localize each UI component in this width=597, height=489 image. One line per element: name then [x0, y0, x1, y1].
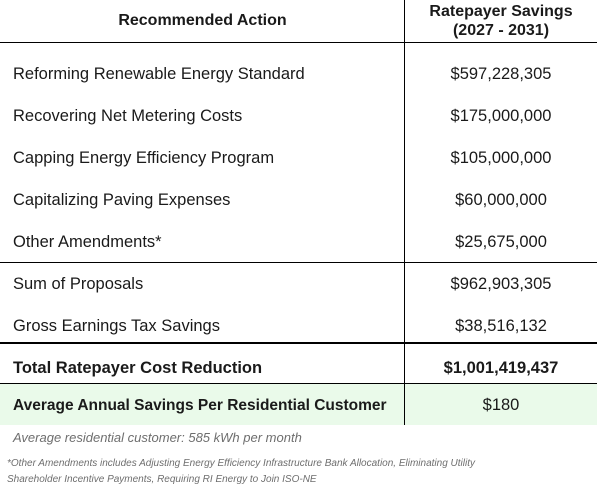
header-recommended-action: Recommended Action — [118, 12, 287, 29]
row-action: Recovering Net Metering Costs — [13, 107, 243, 125]
row-savings: $175,000,000 — [450, 107, 552, 125]
subtotal-row — [0, 305, 597, 347]
average-customer-note: Average residential customer: 585 kWh per month — [13, 430, 302, 445]
column-divider — [404, 0, 405, 425]
row-action: Capping Energy Efficiency Program — [13, 149, 275, 167]
subtotal-action: Gross Earnings Tax Savings — [13, 317, 220, 335]
row-action: Reforming Renewable Energy Standard — [13, 65, 305, 83]
total-action: Total Ratepayer Cost Reduction — [13, 359, 263, 377]
subtotal-savings: $38,516,132 — [455, 317, 547, 335]
subtotal-divider — [0, 262, 597, 263]
row-action: Capitalizing Paving Expenses — [13, 191, 231, 209]
header-ratepayer-savings — [405, 2, 597, 40]
header-divider — [0, 42, 597, 43]
footnote: *Other Amendments includes Adjusting Energy Efficiency Infrastructure Bank Allocation, Eliminating Utility Shareholder Incentive Payments, Requiring RI Energy to Join ISO-NE — [7, 458, 475, 485]
total-divider-bottom — [0, 383, 597, 384]
row-savings: $597,228,305 — [450, 65, 552, 83]
header-savings-line2: (2027 - 2031) — [452, 22, 550, 39]
subtotal-row — [0, 263, 597, 305]
row-savings: $60,000,000 — [455, 191, 547, 209]
row-action: Other Amendments* — [13, 233, 162, 251]
table-row — [0, 179, 597, 221]
average-action: Average Annual Savings Per Residential Customer — [13, 397, 387, 414]
total-savings: $1,001,419,437 — [443, 359, 559, 377]
average-savings: $180 — [482, 396, 520, 414]
subtotal-action: Sum of Proposals — [13, 275, 144, 293]
average-row — [0, 383, 597, 425]
total-divider-top — [0, 342, 597, 344]
table-row — [0, 137, 597, 179]
table-header — [0, 0, 597, 42]
subtotal-savings: $962,903,305 — [450, 275, 552, 293]
row-savings: $25,675,000 — [455, 233, 547, 251]
header-savings-line1: Ratepayer Savings — [429, 3, 573, 20]
table-row — [0, 53, 597, 95]
row-savings: $105,000,000 — [450, 149, 552, 167]
table-row — [0, 95, 597, 137]
table-row — [0, 221, 597, 263]
